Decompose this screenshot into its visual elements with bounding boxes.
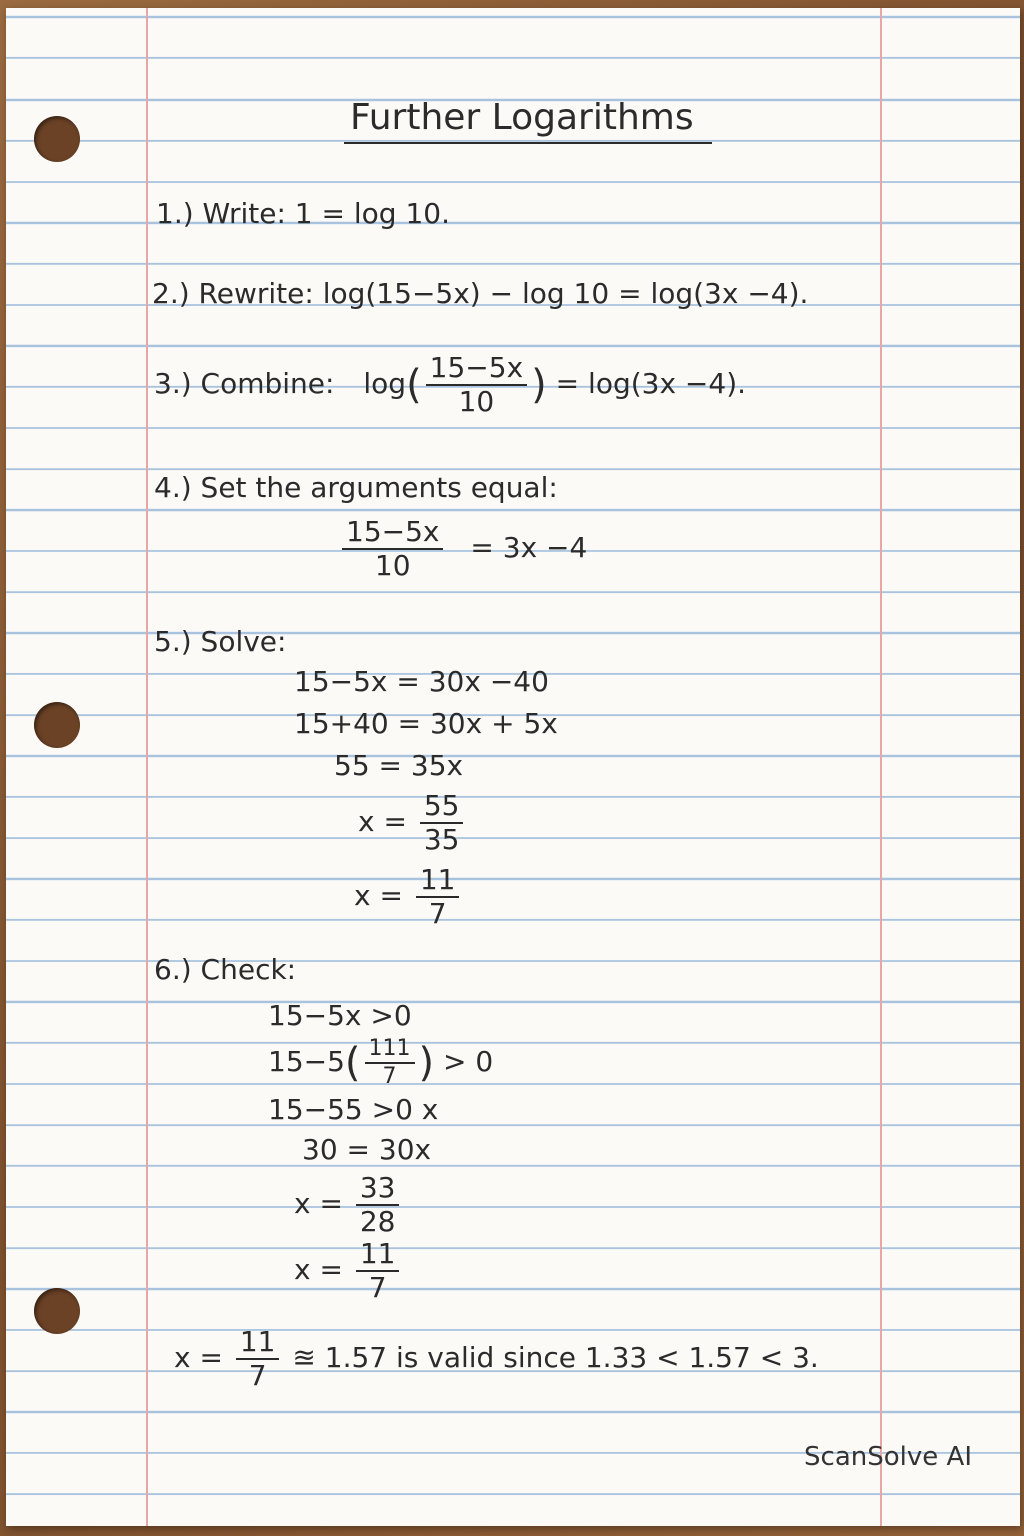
conclusion-numerator: 11 bbox=[236, 1328, 280, 1360]
step-5-line-4-numerator: 55 bbox=[420, 792, 464, 824]
notebook-page bbox=[6, 8, 1020, 1526]
step-4-denominator: 10 bbox=[374, 549, 411, 582]
step-6-line-2-denominator: 7 bbox=[382, 1064, 397, 1089]
step-5-number: 5.) bbox=[154, 625, 192, 658]
step-6-line-5-numerator: 33 bbox=[356, 1174, 400, 1206]
step-2 bbox=[152, 277, 809, 310]
step-6-line-6 bbox=[294, 1237, 403, 1304]
step-6-line-2-pre: 15−5 bbox=[268, 1045, 345, 1078]
step-3-rhs: = log(3x −4). bbox=[555, 367, 747, 400]
step-4-fraction bbox=[342, 515, 443, 582]
step-4 bbox=[154, 471, 558, 504]
conclusion-text: ≊ 1.57 is valid since 1.33 < 1.57 < 3. bbox=[292, 1341, 819, 1374]
step-4-label: Set the arguments equal: bbox=[200, 471, 558, 504]
right-margin-line bbox=[880, 8, 882, 1526]
step-5-line-4 bbox=[358, 789, 467, 856]
step-2-text: Rewrite: log(15−5x) − log 10 = log(3x −4). bbox=[198, 277, 809, 310]
step-6-line-2-numerator: 111 bbox=[365, 1038, 415, 1064]
punch-hole-bottom bbox=[34, 1288, 80, 1334]
step-2-number: 2.) bbox=[152, 277, 190, 310]
step-6-line-2-post: > 0 bbox=[443, 1045, 494, 1078]
step-1-text: Write: 1 = log 10. bbox=[202, 197, 450, 230]
page-title: Further Logarithms bbox=[344, 100, 712, 144]
step-5-line-4-lhs: x = bbox=[358, 805, 407, 838]
step-6-line-3: 15−55 >0 x bbox=[268, 1093, 439, 1126]
step-1-number: 1.) bbox=[156, 197, 194, 230]
punch-hole-top bbox=[34, 116, 80, 162]
step-6-line-6-fraction bbox=[356, 1237, 400, 1304]
step-5 bbox=[154, 625, 287, 658]
step-5-line-1: 15−5x = 30x −40 bbox=[294, 665, 549, 698]
step-5-label: Solve: bbox=[200, 625, 287, 658]
conclusion-fraction bbox=[236, 1325, 280, 1392]
step-6-line-4: 30 = 30x bbox=[302, 1133, 432, 1166]
step-6-line-6-lhs: x = bbox=[294, 1253, 343, 1286]
step-6 bbox=[154, 953, 297, 986]
step-6-line-2-fraction bbox=[365, 1038, 415, 1088]
step-5-line-5-fraction bbox=[416, 863, 460, 930]
step-3-numerator: 15−5x bbox=[426, 354, 527, 386]
step-5-line-5-denominator: 7 bbox=[428, 897, 447, 930]
step-6-line-5-denominator: 28 bbox=[359, 1205, 396, 1238]
step-6-number: 6.) bbox=[154, 953, 192, 986]
step-6-label: Check: bbox=[200, 953, 297, 986]
step-3-number: 3.) bbox=[154, 367, 192, 400]
step-6-line-1: 15−5x >0 bbox=[268, 999, 412, 1032]
step-3-label: Combine: bbox=[200, 367, 335, 400]
step-4-equation bbox=[338, 515, 588, 582]
step-1 bbox=[156, 197, 450, 230]
punch-hole-middle bbox=[34, 702, 80, 748]
step-3-log: log bbox=[363, 367, 407, 400]
step-5-line-5 bbox=[354, 863, 463, 930]
step-4-number: 4.) bbox=[154, 471, 192, 504]
step-6-line-5 bbox=[294, 1171, 403, 1238]
step-5-line-4-denominator: 35 bbox=[423, 823, 460, 856]
step-6-line-5-lhs: x = bbox=[294, 1187, 343, 1220]
step-6-line-5-fraction bbox=[356, 1171, 400, 1238]
left-margin-line bbox=[146, 8, 148, 1526]
step-6-line-6-denominator: 7 bbox=[368, 1271, 387, 1304]
step-5-line-5-numerator: 11 bbox=[416, 866, 460, 898]
step-4-numerator: 15−5x bbox=[342, 518, 443, 550]
step-5-line-2: 15+40 = 30x + 5x bbox=[294, 707, 558, 740]
conclusion bbox=[174, 1325, 819, 1392]
step-6-line-6-numerator: 11 bbox=[356, 1240, 400, 1272]
brand-watermark: ScanSolve AI bbox=[804, 1442, 972, 1472]
step-4-rhs: = 3x −4 bbox=[470, 531, 588, 564]
conclusion-lhs: x = bbox=[174, 1341, 223, 1374]
step-5-line-4-fraction bbox=[420, 789, 464, 856]
step-3-fraction bbox=[426, 351, 527, 418]
step-3-denominator: 10 bbox=[458, 385, 495, 418]
step-6-line-2: 15−5( $\frac{111}{7}$ ) > 0 bbox=[268, 1036, 494, 1089]
conclusion-denominator: 7 bbox=[248, 1359, 267, 1392]
step-5-line-3: 55 = 35x bbox=[334, 749, 464, 782]
step-5-line-5-lhs: x = bbox=[354, 879, 403, 912]
step-3: 3.) Combine: log( $\frac{15-5x}{10}$ ) = log(3x −4). bbox=[154, 351, 747, 418]
